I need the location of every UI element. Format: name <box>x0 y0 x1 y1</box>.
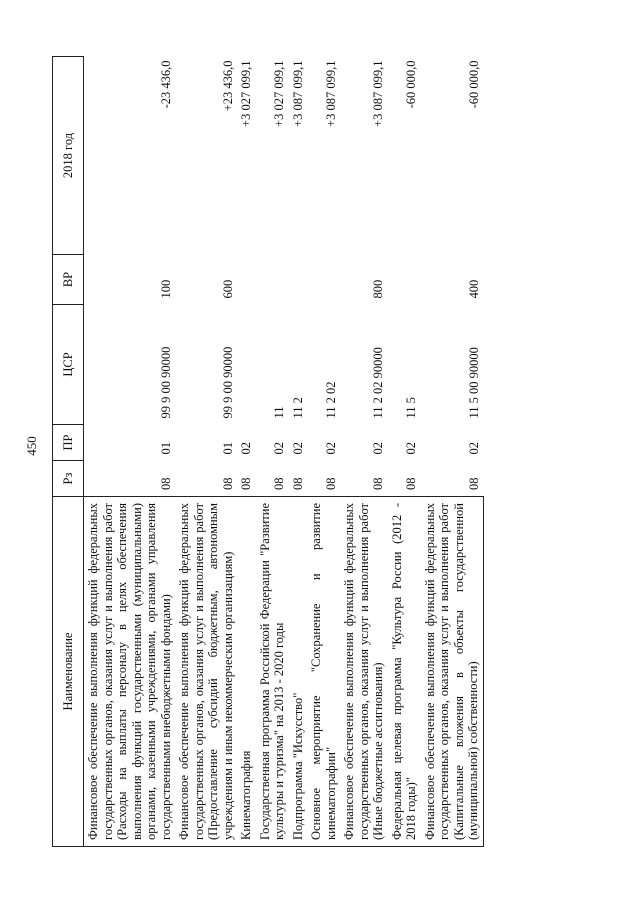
row-value: -60 000,0 <box>404 60 418 109</box>
row-name: Основное мероприятие "Сохранение и развитие кинематографии" <box>307 497 340 847</box>
row-value: -23 436,0 <box>158 60 173 109</box>
row-value: -60 000,0 <box>466 60 481 109</box>
row-value: +3 087 099,1 <box>371 60 385 127</box>
row-pr: 02 <box>272 442 286 455</box>
row-value: +3 087 099,1 <box>323 60 338 127</box>
row-vr <box>307 255 340 305</box>
row-pr: 02 <box>466 442 481 455</box>
table-row <box>307 57 340 847</box>
header-rz: Рз <box>53 461 84 497</box>
table-row <box>421 57 484 847</box>
table-row <box>84 57 176 847</box>
row-name: Финансовое обеспечение выполнения функций федеральных государственных органов, оказания услуг и выполнения работ (Расходы на выплаты персоналу в целях обеспечения выполнения функций государственными (муниципальными) органами, казенными учреждениями, органами управления государственными внебюджетными фондами) <box>84 497 176 847</box>
row-vr <box>388 255 421 305</box>
header-pr: ПР <box>53 425 84 461</box>
row-csr: 99 9 00 90000 <box>158 346 173 419</box>
row-value: +3 027 099,1 <box>239 60 253 127</box>
row-rz: 08 <box>158 477 173 490</box>
row-pr: 01 <box>220 442 235 455</box>
row-rz: 08 <box>272 477 286 490</box>
table-row <box>340 57 388 847</box>
row-csr: 99 9 00 90000 <box>220 346 235 419</box>
row-name: Финансовое обеспечение выполнения функций федеральных государственных органов, оказания услуг и выполнения работ (Иные бюджетные ассигнования) <box>340 497 388 847</box>
row-name: Финансовое обеспечение выполнения функций федеральных государственных органов, оказания услуг и выполнения работ (Предоставление субсидий бюджетным, автономным учреждениям и иным некоммерческим организациям) <box>175 497 237 847</box>
row-vr <box>256 255 289 305</box>
table-row <box>388 57 421 847</box>
header-year: 2018 год <box>53 57 84 255</box>
row-csr: 11 5 <box>404 397 418 419</box>
row-vr: 600 <box>220 279 235 299</box>
rotated-page-content <box>52 57 572 847</box>
header-csr: ЦСР <box>53 305 84 425</box>
row-vr: 400 <box>466 279 481 299</box>
table-header-row <box>53 57 84 847</box>
row-vr <box>237 255 256 305</box>
row-vr: 800 <box>371 279 385 299</box>
table-row <box>175 57 237 847</box>
table-row <box>256 57 289 847</box>
header-name: Наименование <box>53 497 84 847</box>
row-csr <box>237 305 256 425</box>
row-rz: 08 <box>220 477 235 490</box>
row-pr: 02 <box>239 442 253 455</box>
row-pr: 01 <box>158 442 173 455</box>
table-row <box>289 57 308 847</box>
row-rz: 08 <box>239 477 253 490</box>
page-number: 450 <box>24 436 39 456</box>
row-pr: 02 <box>371 442 385 455</box>
row-csr: 11 5 00 90000 <box>466 347 481 419</box>
row-value: +23 436,0 <box>220 60 235 112</box>
row-name: Кинематография <box>237 497 256 847</box>
row-csr: 11 2 02 90000 <box>371 347 385 419</box>
row-pr: 02 <box>290 442 305 455</box>
table-row <box>237 57 256 847</box>
row-name: Государственная программа Российской Федерации "Развитие культуры и туризма" на 2013 - 2020 годы <box>256 497 289 847</box>
row-rz: 08 <box>404 477 418 490</box>
row-pr: 02 <box>404 442 418 455</box>
row-rz: 08 <box>466 477 481 490</box>
row-csr: 11 2 02 <box>323 381 338 419</box>
row-csr: 11 2 <box>290 397 305 419</box>
row-pr: 02 <box>323 442 338 455</box>
header-vr: ВР <box>53 255 84 305</box>
row-name: Подпрограмма "Искусство" <box>289 497 308 847</box>
row-value: +3 087 099,1 <box>290 60 305 127</box>
row-vr: 100 <box>158 279 173 299</box>
row-rz: 08 <box>323 477 338 490</box>
row-rz: 08 <box>371 477 385 490</box>
row-rz: 08 <box>290 477 305 490</box>
row-name: Федеральная целевая программа "Культура России (2012 - 2018 годы)" <box>388 497 421 847</box>
row-value: +3 027 099,1 <box>272 60 286 127</box>
row-vr <box>289 255 308 305</box>
row-csr: 11 <box>272 406 286 419</box>
row-name: Финансовое обеспечение выполнения функций федеральных государственных органов, оказания услуг и выполнения работ (Капитальные вложения в объекты государственной (муниципальной) собственности) <box>421 497 484 847</box>
budget-table <box>52 56 484 847</box>
